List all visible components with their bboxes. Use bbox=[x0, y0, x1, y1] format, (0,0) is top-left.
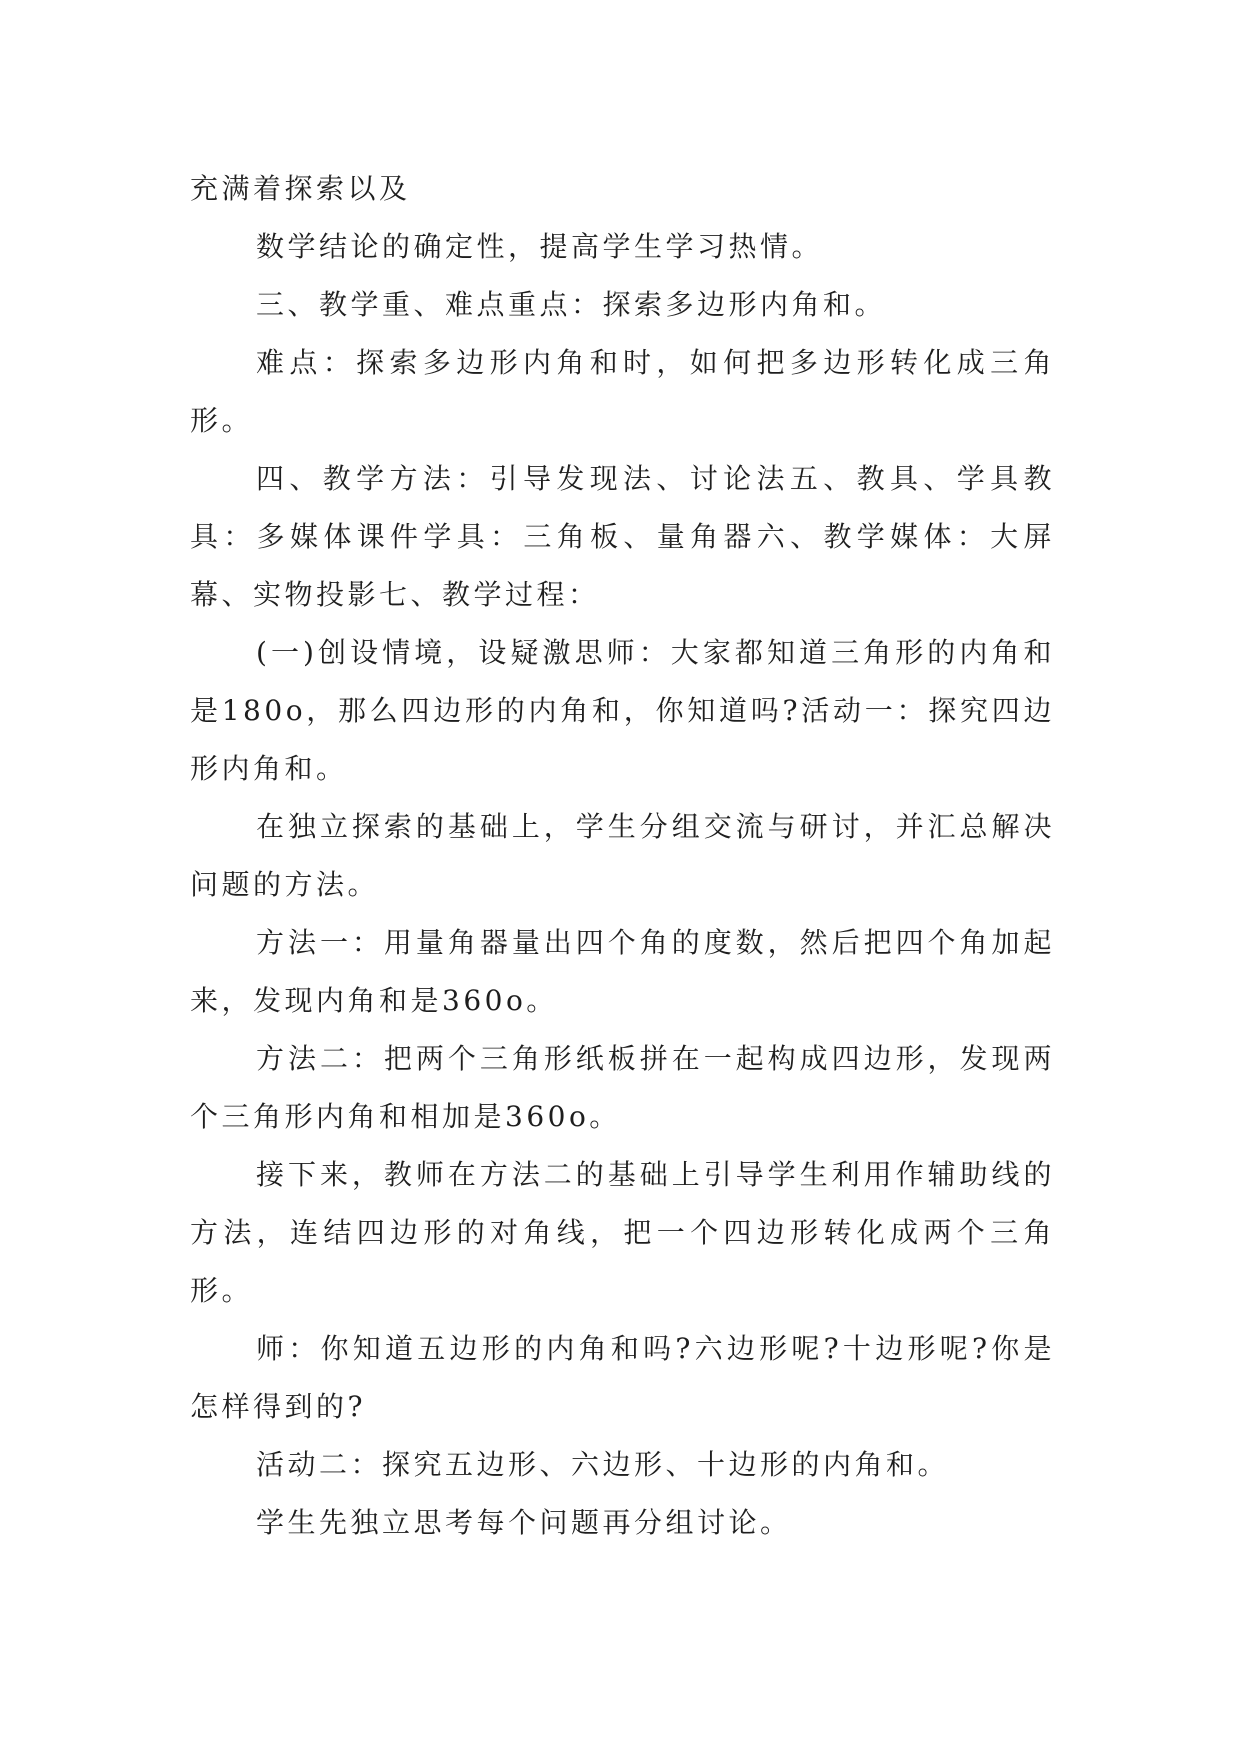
paragraph-7: 在独立探索的基础上，学生分组交流与研讨，并汇总解决问题的方法。 bbox=[190, 810, 1055, 901]
paragraph-11: 师：你知道五边形的内角和吗?六边形呢?十边形呢?你是怎样得到的? bbox=[190, 1332, 1055, 1423]
paragraph-9: 方法二：把两个三角形纸板拼在一起构成四边形，发现两个三角形内角和相加是360o。 bbox=[190, 1042, 1055, 1133]
paragraph-5: 四、教学方法：引导发现法、讨论法五、教具、学具教具：多媒体课件学具：三角板、量角器六、教学媒体：大屏幕、实物投影七、教学过程： bbox=[190, 462, 1055, 611]
paragraph-1: 充满着探索以及 bbox=[190, 172, 411, 205]
paragraph-2: 数学结论的确定性，提高学生学习热情。 bbox=[256, 230, 824, 263]
paragraph-8: 方法一：用量角器量出四个角的度数，然后把四个角加起来，发现内角和是360o。 bbox=[190, 926, 1055, 1017]
paragraph-6: (一)创设情境，设疑激思师：大家都知道三角形的内角和是180o，那么四边形的内角和，你知道吗?活动一：探究四边形内角和。 bbox=[190, 636, 1055, 785]
paragraph-4: 难点：探索多边形内角和时，如何把多边形转化成三角形。 bbox=[190, 346, 1055, 437]
document-page bbox=[190, 160, 1055, 1552]
paragraph-12: 活动二：探究五边形、六边形、十边形的内角和。 bbox=[256, 1448, 950, 1481]
paragraph-3: 三、教学重、难点重点：探索多边形内角和。 bbox=[256, 288, 887, 321]
paragraph-10: 接下来，教师在方法二的基础上引导学生利用作辅助线的方法，连结四边形的对角线，把一个四边形转化成两个三角形。 bbox=[190, 1158, 1055, 1307]
paragraph-13: 学生先独立思考每个问题再分组讨论。 bbox=[256, 1506, 792, 1539]
